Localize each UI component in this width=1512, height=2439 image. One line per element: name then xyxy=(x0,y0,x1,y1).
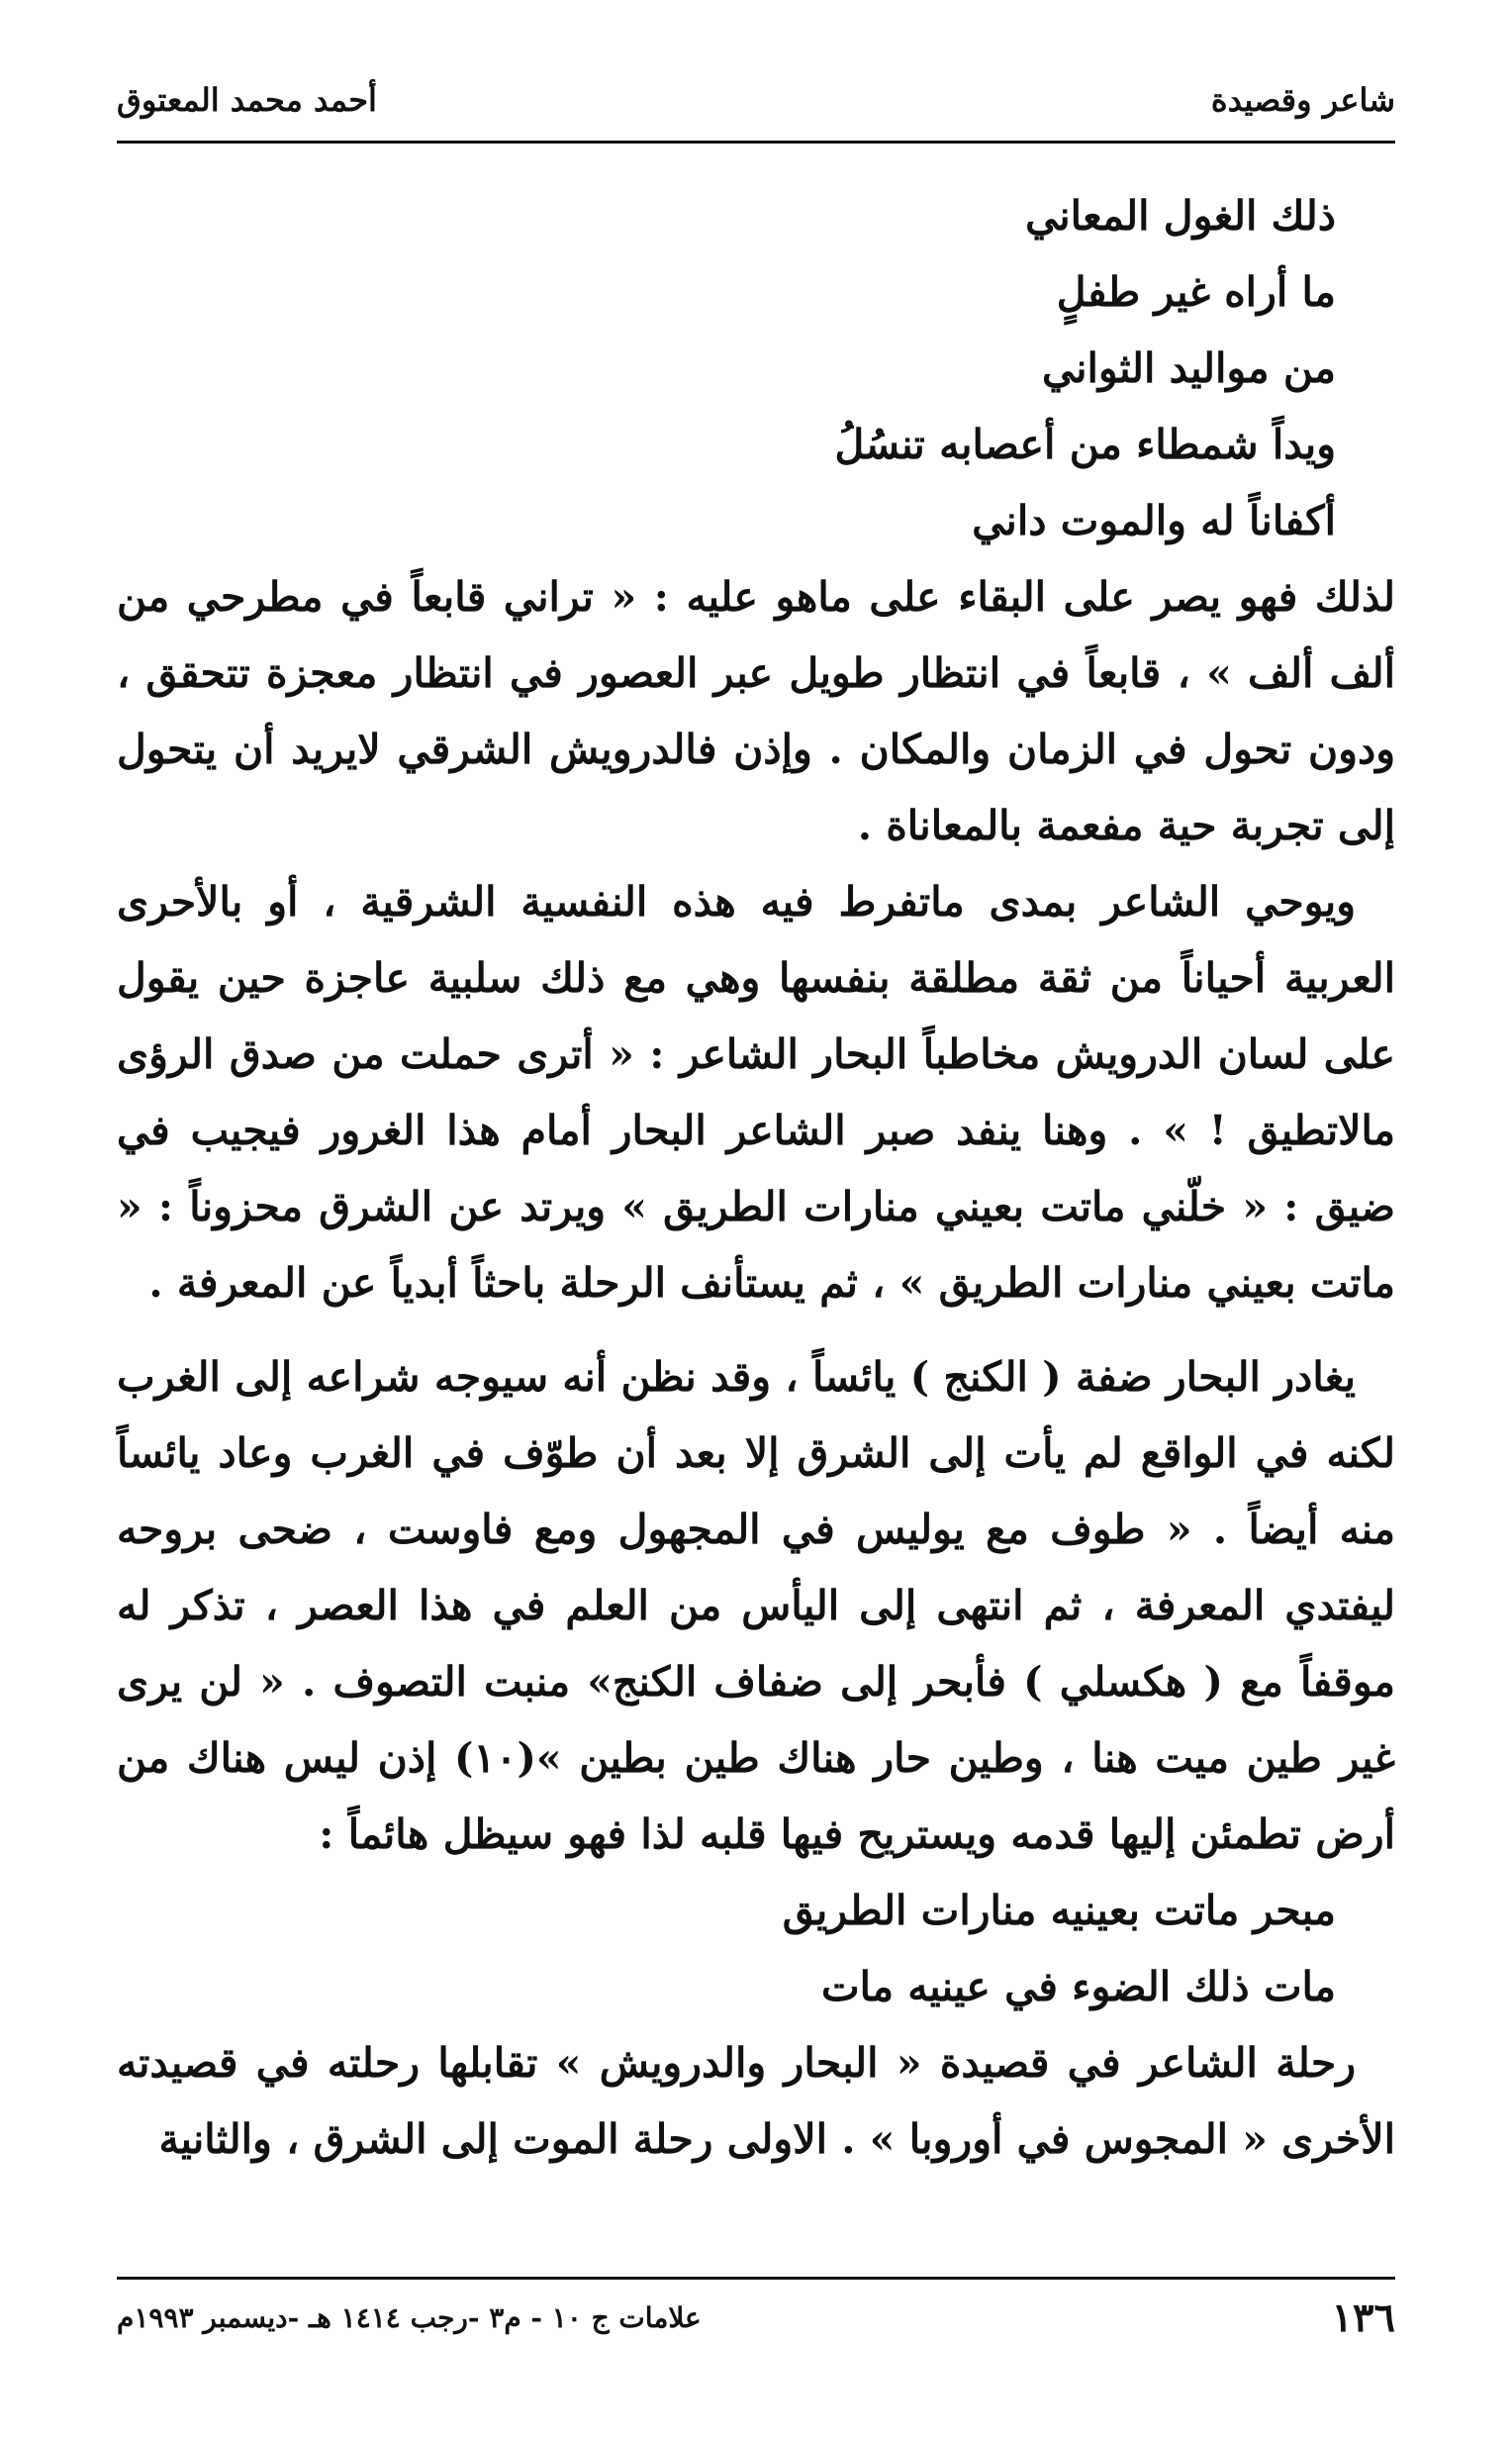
journal-section-title: شاعر وقصيدة xyxy=(1210,81,1395,119)
verse-block-2 xyxy=(117,1873,1395,2025)
paragraph: رحلة الشاعر في قصيدة « البحار والدرويش » تقابلها رحلته في قصيدته الأخرى « المجوس في أوروبا » . الاولى رحلة الموت إلى الشرق ، والثانية xyxy=(117,2039,1395,2163)
verse-block-1 xyxy=(117,178,1395,559)
verse-line: ذلك الغول المعاني xyxy=(1025,192,1336,240)
page-footer xyxy=(117,2294,1395,2341)
author-name: أحمد محمد المعتوق xyxy=(117,81,377,119)
page-number: ١٣٦ xyxy=(1331,2294,1395,2341)
paragraph: لذلك فهو يصر على البقاء على ماهو عليه : « تراني قابعاً في مطرحي من ألف ألف » ، قابعاً في انتظار طويل عبر العصور في انتظار معجزة تتحقق ، ودون تحول في الزمان والمكان . وإذن فالدرويش الشرقي لايريد أن يتحول إلى تجربة حية مفعمة بالمعاناة . xyxy=(117,573,1395,849)
verse-line: أكفاناً له والموت داني xyxy=(972,497,1336,544)
paragraph: يغادر البحار ضفة ( الكنج ) يائساً ، وقد نظن أنه سيوجه شراعه إلى الغرب لكنه في الواقع لم يأت إلى الشرق إلا بعد أن طوّف في الغرب وعاد يائساً منه أيضاً . « طوف مع يوليس في المجهول ومع فاوست ، ضحى بروحه ليفتدي المعرفة ، ثم انتهى إلى اليأس من العلم في هذا العصر ، تذكر له موقفاً مع ( هكسلي ) فأبحر إلى ضفاف الكنج» منبت التصوف . « لن يرى غير طين ميت هنا ، وطين حار هناك طين بطين »(١٠) إذن ليس هناك من أرض تطمئن إليها قدمه ويستريح فيها قلبه لذا فهو سيظل هائماً : xyxy=(117,1353,1395,1858)
verse-line: ما أراه غير طفلٍ xyxy=(1056,268,1336,316)
issue-info: علامات ج ١٠ - م٣ -رجب ١٤١٤ هـ -ديسمبر ١٩٩٣م xyxy=(117,2301,702,2334)
verse-line: من مواليد الثواني xyxy=(1041,344,1336,392)
verse-line: مات ذلك الضوء في عينيه مات xyxy=(820,1963,1336,2010)
header-divider xyxy=(117,141,1395,144)
page-header xyxy=(117,59,1395,119)
footer-divider xyxy=(117,2277,1395,2280)
verse-line: ويداً شمطاء من أعصابه تنسُلُ xyxy=(834,421,1336,468)
paragraph: ويوحي الشاعر بمدى ماتفرط فيه هذه النفسية الشرقية ، أو بالأحرى العربية أحياناً من ثقة مطلقة بنفسها وهي مع ذلك سلبية عاجزة حين يقول على لسان الدرويش مخاطباً البحار الشاعر : « أترى حملت من صدق الرؤى مالاتطيق ! » . وهنا ينفد صبر الشاعر البحار أمام هذا الغرور فيجيب في ضيق : « خلّني ماتت بعيني منارات الطريق » ويرتد عن الشرق محزوناً : « ماتت بعيني منارات الطريق » ، ثم يستأنف الرحلة باحثاً أبدياً عن المعرفة . xyxy=(117,878,1395,1307)
page-content xyxy=(117,178,1395,2178)
verse-line: مبحر ماتت بعينيه منارات الطريق xyxy=(782,1887,1336,1934)
